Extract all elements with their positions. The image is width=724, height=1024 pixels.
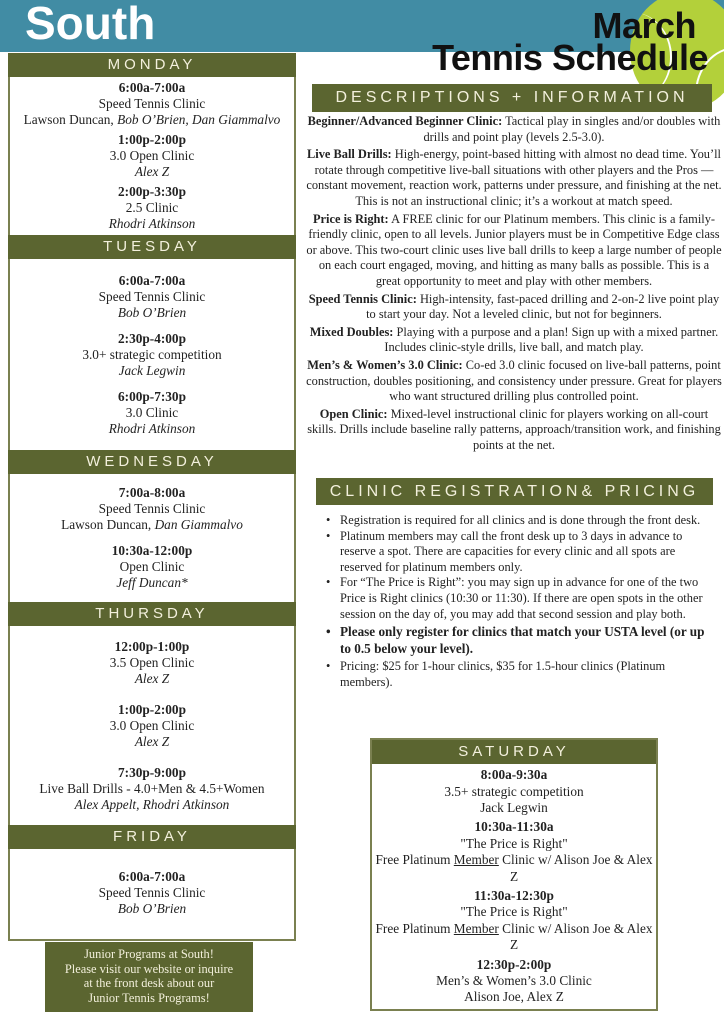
session-line [436,989,592,1005]
line-text: Alison Joe, Alex Z [464,989,564,1005]
saturday-schedule [370,738,658,1011]
description-term: Mixed Doubles: [309,324,394,339]
day-sessions [10,849,294,937]
instructor-name: Bob O’Brien, Dan Giammalvo [117,112,281,127]
session-title: Speed Tennis Clinic [98,885,206,900]
day-sessions [10,626,294,825]
title-schedule: Tennis Schedule [432,37,708,78]
registration-bullet: • Please only register for clinics that match your USTA level (or up to 0.5 below your level). [340,624,710,657]
description-item [306,358,722,405]
session-line [372,852,656,885]
line-text: 3.5+ strategic competition [444,783,584,799]
session-title: 3.0+ strategic competition [82,346,222,362]
session [39,765,264,813]
line-underlined: Member [453,852,499,868]
instructor-name: Alex Z [134,733,170,749]
line-underlined: Member [453,920,499,936]
session [99,273,206,321]
session-title: Speed Tennis Clinic [98,96,206,111]
session-time: 10:30a-12:00p [111,543,193,558]
description-item [306,292,722,323]
description-term: Speed Tennis Clinic: [308,291,417,306]
session-time: 1:00p-2:00p [118,701,186,717]
session [110,639,195,687]
instructor-name: Dan Giammalvo [154,517,243,532]
session-instructors [110,164,195,180]
session-time: 12:00p-1:00p [114,638,190,654]
session-instructors [24,112,281,128]
registration-bullet: • Platinum members may call the front desk up to 3 days in advance to reserve a spot. There are capacities for every clinic and all spots are reserved for platinum members only. [340,529,710,576]
line-text: Jack Legwin [480,799,548,815]
session-title: Speed Tennis Clinic [98,288,206,304]
session-instructors [112,575,193,591]
instructor-name: Jack Legwin [118,362,186,378]
session [444,767,583,816]
description-item [306,212,722,290]
session-time: 2:30p-4:00p [118,330,186,346]
instructor-name: Bob O’Brien [117,304,187,320]
description-text: A FREE clinic for our Platinum members. This clinic is a family-friendly clinic, open to all levels. Junior players must be in Competitive Edge class or above. This two-court clinic uses live ball drills to keep a large number of people on each court engaged, moving, and hitting as many balls as possible. This is a great opportunity to meet and play with other members. [306,211,722,288]
junior-text-line: Junior Programs at South! [84,947,214,961]
session [110,132,195,180]
session-line [444,800,583,816]
session-time: 12:30p-2:00p [476,956,552,972]
day-header-monday: MONDAY [8,53,296,77]
descriptions-heading: DESCRIPTIONS + INFORMATION [312,84,712,112]
description-term: Beginner/Advanced Beginner Clinic: [307,114,503,128]
location-title: South [25,0,156,49]
registration-bullet: • Registration is required for all clinics and is done through the front desk. [340,513,710,529]
day-header-thursday: THURSDAY [8,602,296,626]
session-instructors [61,517,243,533]
junior-programs-box [45,942,253,1012]
session [109,184,196,232]
session [82,331,221,379]
registration-list [340,513,710,690]
session-time: 2:00p-3:30p [118,184,186,199]
description-term: Open Clinic: [319,406,388,421]
description-text: Mixed-level instructional clinic for players working on all-court skills. Drills include baseline rally patterns, approach/transition work, and finishing points at the net. [307,406,721,452]
line-text: "The Price is Right" [460,904,568,920]
instructor-name: Alex Appelt, Rhodri Atkinson [74,796,230,812]
session-line [372,836,656,852]
session-time: 1:00p-2:00p [118,132,186,147]
day-header-friday: FRIDAY [8,825,296,849]
session [372,888,656,954]
instructor-name: Rhodri Atkinson [108,420,196,436]
session-instructors [99,901,206,917]
description-text: High-energy, point-based hitting with almost no dead time. You’ll rotate through competitive live-ball situations with other players and the Pros — constant movement, reaction work, patterns under pressure, and finishing at the net. This is not an instructional clinic; it’s a workout at match speed. [306,147,722,208]
day-header-saturday: SATURDAY [372,740,656,764]
session-title: Live Ball Drills - 4.0+Men & 4.5+Women [39,780,265,796]
instructor-name: Alex Z [134,670,170,686]
session-instructors [110,671,195,687]
registration-heading: CLINIC REGISTRATION& PRICING [316,478,713,505]
weekday-schedule [8,53,296,941]
session-title: Open Clinic [119,559,185,574]
description-term: Price is Right: [312,211,389,226]
session-instructors [110,734,195,750]
session [436,957,592,1006]
instructor-name: Alex Z [134,164,170,179]
session-title: Speed Tennis Clinic [98,501,206,516]
session-line [372,904,656,920]
description-text: Tactical play in singles and/or doubles with drills and point play (levels 2.5-3.0). [423,114,721,144]
session [110,702,195,750]
session-line [436,973,592,989]
description-text: High-intensity, fast-paced drilling and 2-on-2 live point play to start your day. Not a leveled clinic, but not for beginners. [366,291,720,322]
description-item [306,325,722,356]
description-text: Playing with a purpose and a plan! Sign up with a mixed partner. Includes clinic-style drills, live ball, and match play. [384,324,719,355]
instructor-name: Lawson Duncan, [61,517,155,532]
day-header-wednesday: WEDNESDAY [8,450,296,474]
session [99,869,206,917]
registration-bullet: • For “The Price is Right”: you may sign up in advance for one of the two Price is Right clinics (10:30 or 11:30). If there are open spots in the other session on the day of, you may add that second session and play both. [340,575,710,622]
line-text: Men’s & Women’s 3.0 Clinic [436,973,592,989]
line-text: Free Platinum [375,920,454,936]
session-instructors [39,797,264,813]
day-sessions [10,259,294,450]
line-text: "The Price is Right" [460,835,568,851]
session-line [372,921,656,954]
session [24,80,281,128]
session-title: 3.0 Clinic [125,404,179,420]
saturday-sessions [372,764,656,1009]
session [61,485,243,533]
session-title: 3.0 Open Clinic [109,148,195,163]
day-sessions [10,77,294,235]
session-time: 6:00a-7:00a [118,272,186,288]
junior-text-line: Junior Tennis Programs! [88,990,210,1005]
description-item [306,114,722,145]
session-time: 8:00a-9:30a [480,767,548,783]
session-time: 6:00a-7:00a [118,80,186,95]
session-title: 2.5 Clinic [125,200,179,215]
line-text: Clinic w/ Alison Joe & Alex Z [498,920,653,953]
session-time: 10:30a-11:30a [474,819,554,835]
session [372,819,656,885]
instructor-name: Rhodri Atkinson [108,216,196,231]
session-time: 7:00a-8:00a [118,485,186,500]
description-term: Men’s & Women’s 3.0 Clinic: [307,357,463,372]
day-sessions [10,474,294,602]
junior-text-line: at the front desk about our [83,976,215,990]
instructor-name: Bob O’Brien [117,901,187,916]
session-title: 3.0 Open Clinic [109,717,195,733]
registration-bullet: • Pricing: $25 for 1-hour clinics, $35 for 1.5-hour clinics (Platinum members). [340,659,710,690]
session-line [444,784,583,800]
session-title: 3.5 Open Clinic [109,654,195,670]
line-text: Free Platinum [375,852,454,868]
line-text: Clinic w/ Alison Joe & Alex Z [498,852,653,884]
session-instructors [99,305,206,321]
session-time: 7:30p-9:00p [118,764,186,780]
description-text: Co-ed 3.0 clinic focused on live-ball patterns, point construction, doubles positioning, and consistency under pressure. Great for players who want structured drilling plus controlled point. [306,357,722,404]
session [112,543,193,591]
title-month: March [592,5,696,46]
session-instructors [109,421,196,437]
session-instructors [82,363,221,379]
session-time: 6:00a-7:00a [118,869,186,884]
day-header-tuesday: TUESDAY [8,235,296,259]
session-instructors [109,216,196,232]
junior-text-line: Please visit our website or inquire [64,961,234,976]
description-item [306,407,722,454]
session [109,389,196,437]
description-term: Live Ball Drills: [306,147,392,162]
instructor-name: Lawson Duncan, [23,112,118,127]
descriptions-list [306,114,722,455]
session-time: 6:00p-7:30p [118,388,186,404]
description-item [306,147,722,209]
instructor-name: Jeff Duncan* [116,575,188,590]
session-time: 11:30a-12:30p [474,888,554,903]
